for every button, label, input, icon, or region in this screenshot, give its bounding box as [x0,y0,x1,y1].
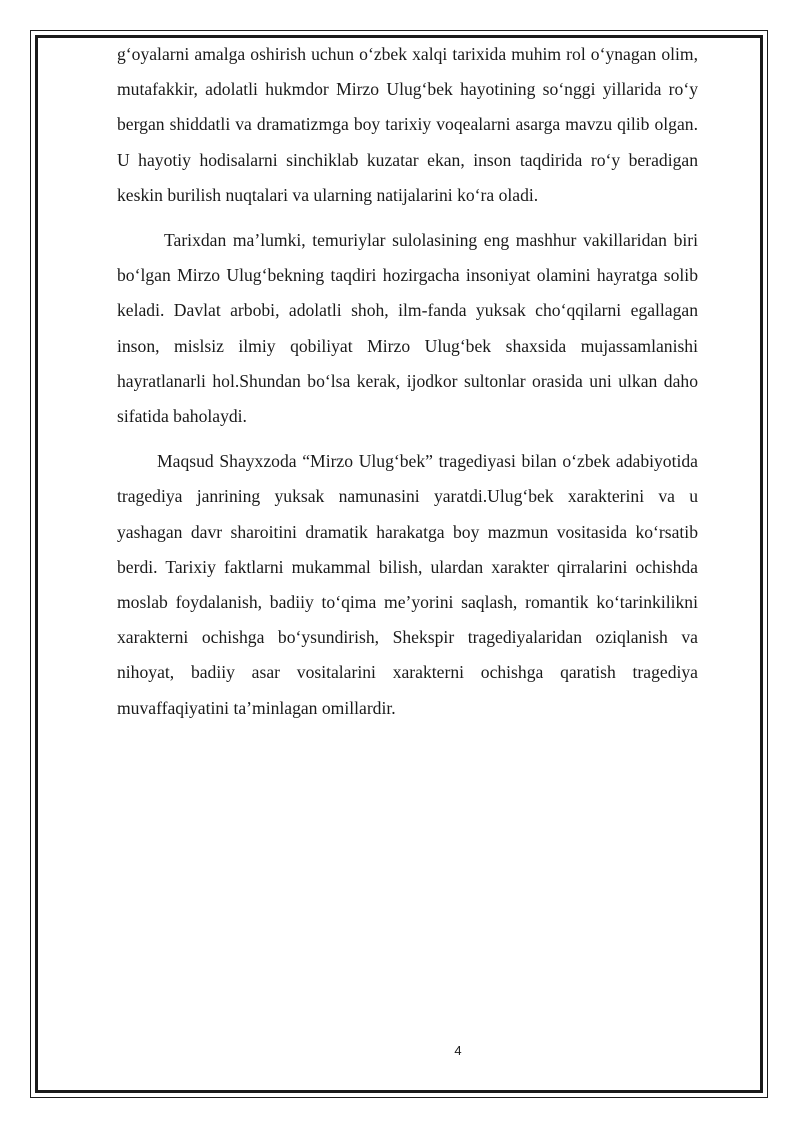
document-body [117,37,698,726]
page-number: 4 [454,1043,462,1058]
paragraph-3: Maqsud Shayxzoda “Mirzo Ulug‘bek” tragediyasi bilan o‘zbek adabiyotida tragediya janrining yuksak namunasini yaratdi.Ulug‘bek xarakterini va u yashagan davr sharoitini dramatik harakatga boy mazmun vositasida ko‘rsatib berdi. Tarixiy faktlarni mukammal bilish, ulardan xarakter qirralarini ochishda moslab foydalanish, badiiy to‘qima me’yorini saqlash, romantik ko‘tarinkilikni xarakterni ochishga bo‘ysundirish, Shekspir tragediyalaridan oziqlanish va nihoyat, badiiy asar vositalarini xarakterni ochishga qaratish tragediya muvaffaqiyatini ta’minlagan omillardir. [117,451,698,718]
paragraph-2: Tarixdan ma’lumki, temuriylar sulolasining eng mashhur vakillaridan biri bo‘lgan Mirzo Ulug‘bekning taqdiri hozirgacha insoniyat olamini hayratga solib keladi. Davlat arbobi, adolatli shoh, ilm-fanda yuksak cho‘qqilarni egallagan inson, mislsiz ilmiy qobiliyat Mirzo Ulug‘bek shaxsida mujassamlanishi hayratlanarli hol.Shundan bo‘lsa kerak, ijodkor sultonlar orasida uni ulkan daho sifatida baholaydi. [117,230,698,427]
paragraph-1: g‘oyalarni amalga oshirish uchun o‘zbek xalqi tarixida muhim rol o‘ynagan olim, mutafakkir, adolatli hukmdor Mirzo Ulug‘bek hayotining so‘nggi yillarida ro‘y bergan shiddatli va dramatizmga boy tarixiy voqealarni asarga mavzu qilib olgan. U hayotiy hodisalarni sinchiklab kuzatar ekan, inson taqdirida ro‘y beradigan keskin burilish nuqtalari va ularning natijalarini ko‘ra oladi. [117,44,698,205]
